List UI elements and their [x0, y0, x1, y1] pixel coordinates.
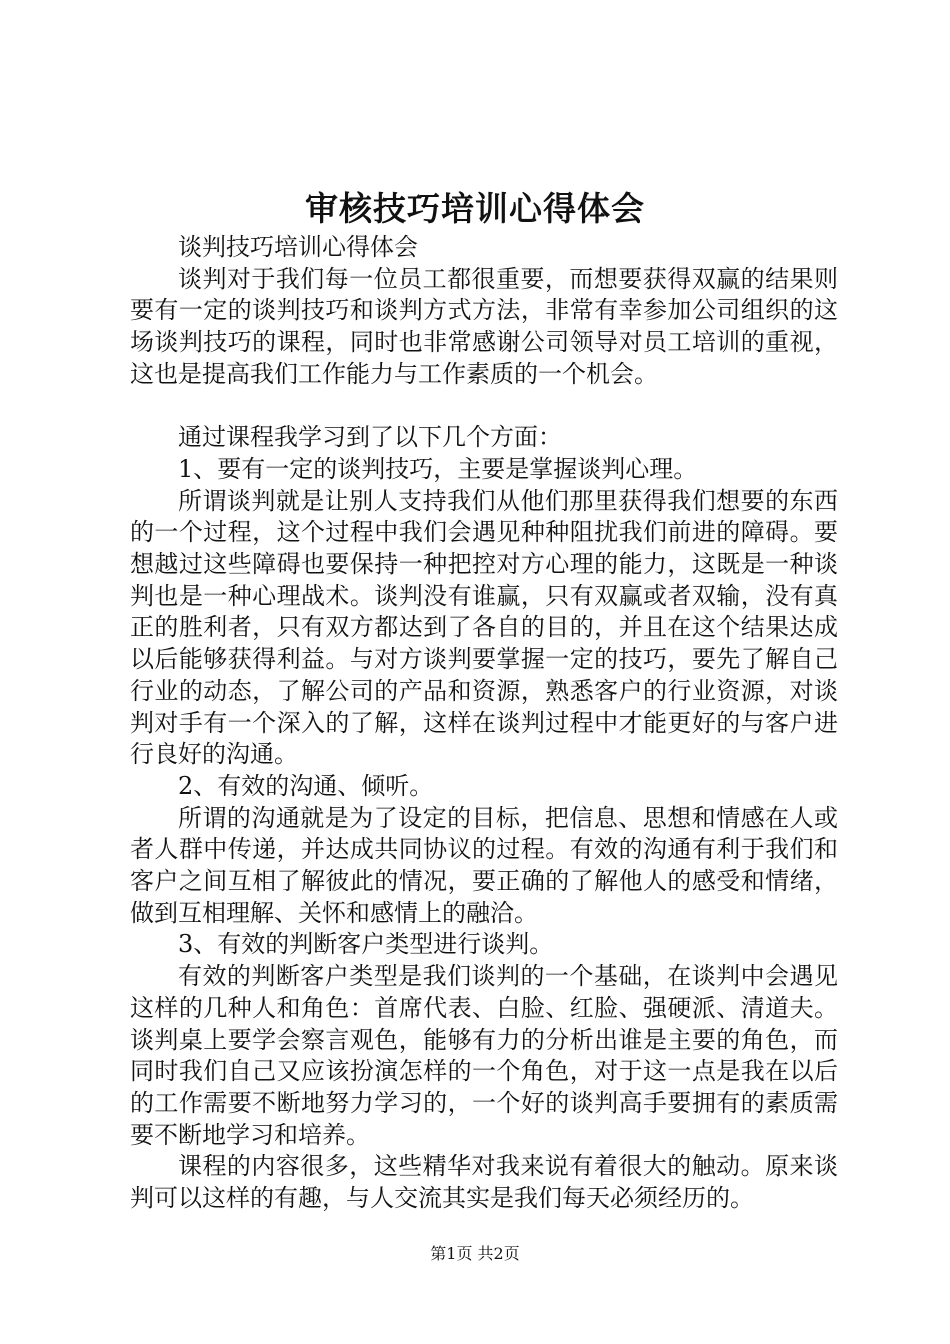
page-number-footer: 第1页 共2页: [430, 1244, 520, 1263]
intro-paragraph: 谈判对于我们每一位员工都很重要，而想要获得双赢的结果则要有一定的谈判技巧和谈判方式方法，非常有幸参加公司组织的这场谈判技巧的课程，同时也非常感谢公司领导对员工培训的重视，这也是提高我们工作能力与工作素质的一个机会。: [130, 264, 838, 388]
subtitle-paragraph: 谈判技巧培训心得体会: [178, 233, 418, 261]
point-2-heading: 2、有效的沟通、倾听。: [178, 771, 434, 800]
point-3-paragraph: 有效的判断客户类型是我们谈判的一个基础，在谈判中会遇见这样的几种人和角色：首席代表、白脸、红脸、强硬派、清道夫。谈判桌上要学会察言观色，能够有力的分析出谁是主要的角色，而同时我们自己又应该扮演怎样的一个角色，对于这一点是我在以后的工作需要不断地努力学习的，一个好的谈判高手要拥有的素质需要不断地学习和培养。: [130, 962, 838, 1149]
closing-paragraph: 课程的内容很多，这些精华对我来说有着很大的触动。原来谈判可以这样的有趣，与人交流其实是我们每天必须经历的。: [130, 1152, 838, 1213]
lead-in-paragraph: 通过课程我学习到了以下几个方面：: [178, 423, 562, 452]
point-1-paragraph: 所谓谈判就是让别人支持我们从他们那里获得我们想要的东西的一个过程，这个过程中我们会遇见种种阻扰我们前进的障碍。要想越过这些障碍也要保持一种把控对方心理的能力，这既是一种谈判也是一种心理战术。谈判没有谁赢，只有双赢或者双输，没有真正的胜利者，只有双方都达到了各自的目的，并且在这个结果达成以后能够获得利益。与对方谈判要掌握一定的技巧，要先了解自己行业的动态，了解公司的产品和资源，熟悉客户的行业资源，对谈判对手有一个深入的了解，这样在谈判过程中才能更好的与客户进行良好的沟通。: [130, 486, 838, 769]
point-2-paragraph: 所谓的沟通就是为了设定的目标，把信息、思想和情感在人或者人群中传递，并达成共同协议的过程。有效的沟通有利于我们和客户之间互相了解彼此的情况，要正确的了解他人的感受和情绪，做到互相理解、关怀和感情上的融洽。: [130, 803, 838, 927]
point-3-heading: 3、有效的判断客户类型进行谈判。: [178, 930, 554, 959]
point-1-heading: 1、要有一定的谈判技巧，主要是掌握谈判心理。: [178, 454, 698, 483]
document-title: 审核技巧培训心得体会: [305, 189, 645, 228]
document-body: [130, 232, 838, 1215]
